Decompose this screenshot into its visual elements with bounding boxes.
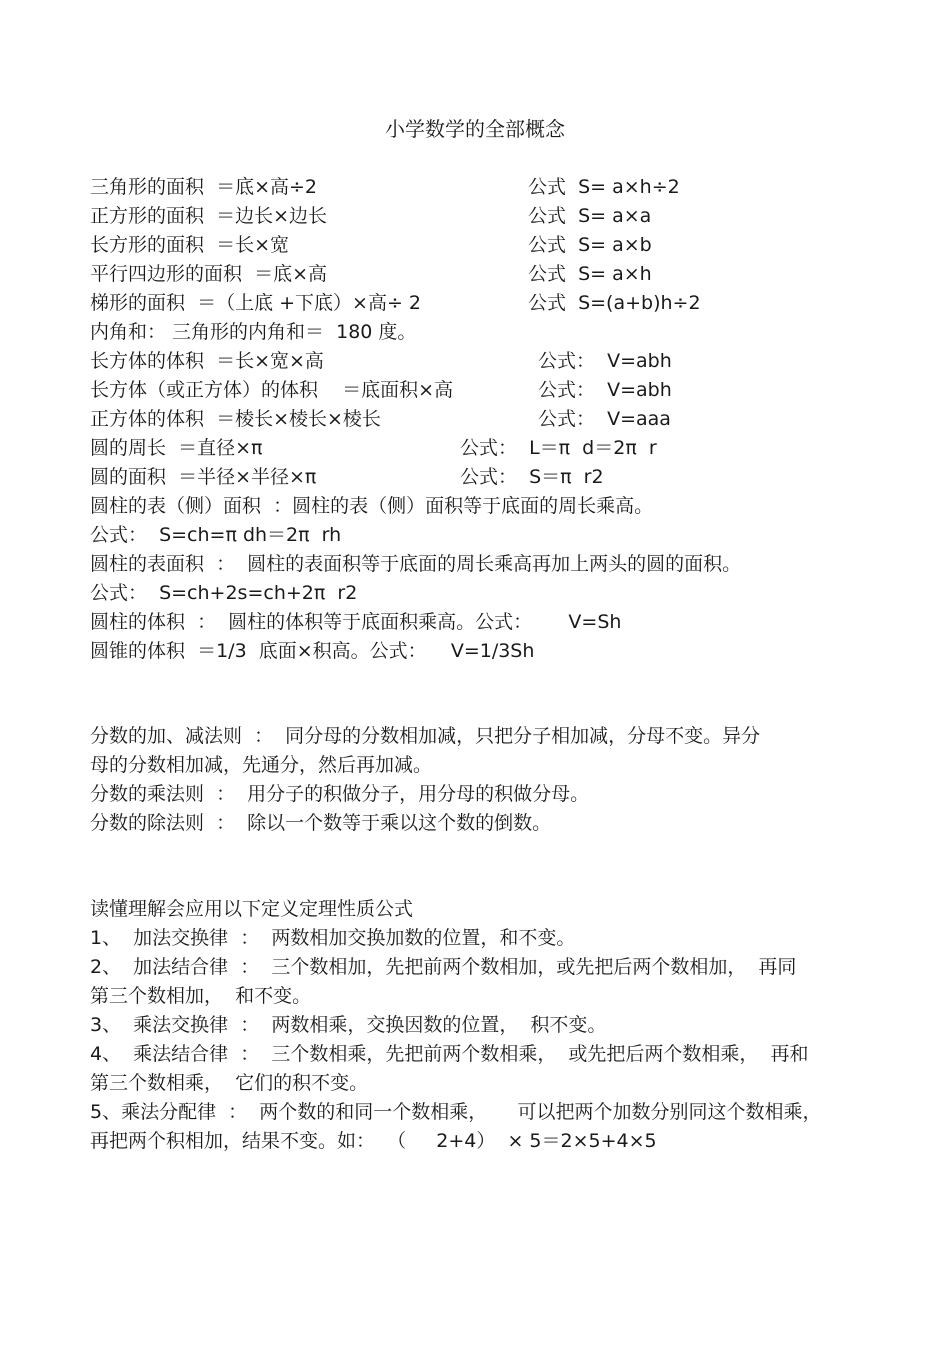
law-addition-commutative: 1、 加法交换律 ： 两数相加交换加数的位置，和不变。	[90, 927, 576, 949]
circle-formula-area: 公式： S＝π r2	[460, 466, 604, 488]
area-formula-rectangle: 公式 S= a×b	[528, 234, 652, 256]
area-def-parallelogram: 平行四边形的面积 ＝底×高	[90, 263, 327, 285]
volume-formula-cuboid-or-cube: 公式： V=abh	[538, 379, 672, 401]
inner-angle-sum: 内角和： 三角形的内角和＝ 180 度。	[90, 321, 417, 343]
volume-def-cuboid-or-cube: 长方体（或正方体）的体积 ＝底面积×高	[90, 379, 454, 401]
laws-heading: 读懂理解会应用以下定义定理性质公式	[90, 898, 414, 920]
area-formula-triangle: 公式 S= a×h÷2	[528, 176, 680, 198]
cylinder-volume: 圆柱的体积 ： 圆柱的体积等于底面积乘高。公式： V=Sh	[90, 611, 622, 633]
volume-def-cube: 正方体的体积 ＝棱长×棱长×棱长	[90, 408, 381, 430]
volume-formula-cube: 公式： V=aaa	[538, 408, 671, 430]
area-formula-trapezoid: 公式 S=(a+b)h÷2	[528, 292, 701, 314]
volume-def-cuboid: 长方体的体积 ＝长×宽×高	[90, 350, 324, 372]
fraction-multiply-rule: 分数的乘法则 ： 用分子的积做分子，用分母的积做分母。	[90, 783, 590, 805]
circle-def-perimeter: 圆的周长 ＝直径×π	[90, 437, 263, 459]
area-def-triangle: 三角形的面积 ＝底×高÷2	[90, 176, 318, 198]
law-multiplication-associative-cont: 第三个数相乘， 它们的积不变。	[90, 1072, 369, 1094]
area-def-rectangle: 长方形的面积 ＝长×宽	[90, 234, 289, 256]
cylinder-surface-area: 圆柱的表面积 ： 圆柱的表面积等于底面的周长乘高再加上两头的圆的面积。	[90, 553, 742, 575]
volume-formula-cuboid: 公式： V=abh	[538, 350, 672, 372]
area-def-trapezoid: 梯形的面积 ＝（上底 +下底）×高÷ 2	[90, 292, 422, 314]
cylinder-lateral-formula: 公式： S=ch=π dh＝2π rh	[90, 524, 342, 546]
page-title: 小学数学的全部概念	[385, 117, 565, 141]
area-formula-parallelogram: 公式 S= a×h	[528, 263, 652, 285]
cone-volume: 圆锥的体积 ＝1/3 底面×积高。公式： V=1/3Sh	[90, 640, 535, 662]
cylinder-surface-formula: 公式： S=ch+2s=ch+2π r2	[90, 582, 358, 604]
law-addition-associative: 2、 加法结合律 ： 三个数相加，先把前两个数相加，或先把后两个数相加， 再同	[90, 956, 797, 978]
cylinder-lateral-area: 圆柱的表（侧）面积 ：圆柱的表（侧）面积等于底面的周长乘高。	[90, 495, 654, 517]
law-distributive: 5、乘法分配律 ： 两个数的和同一个数相乘， 可以把两个加数分别同这个数相乘，	[90, 1101, 822, 1123]
law-distributive-cont: 再把两个积相加，结果不变。如： （ 2+4） × 5＝2×5+4×5	[90, 1130, 657, 1152]
fraction-divide-rule: 分数的除法则 ： 除以一个数等于乘以这个数的倒数。	[90, 812, 552, 834]
law-addition-associative-cont: 第三个数相加， 和不变。	[90, 985, 312, 1007]
area-formula-square: 公式 S= a×a	[528, 205, 652, 227]
fraction-add-sub-rule-cont: 母的分数相加减，先通分，然后再加减。	[90, 754, 433, 776]
circle-formula-perimeter: 公式： L＝π d＝2π r	[460, 437, 657, 459]
circle-def-area: 圆的面积 ＝半径×半径×π	[90, 466, 317, 488]
law-multiplication-commutative: 3、 乘法交换律 ： 两数相乘，交换因数的位置， 积不变。	[90, 1014, 607, 1036]
law-multiplication-associative: 4、 乘法结合律 ： 三个数相乘，先把前两个数相乘， 或先把后两个数相乘， 再和	[90, 1043, 809, 1065]
area-def-square: 正方形的面积 ＝边长×边长	[90, 205, 327, 227]
fraction-add-sub-rule: 分数的加、减法则 ： 同分母的分数相加减，只把分子相加减，分母不变。异分	[90, 725, 761, 747]
